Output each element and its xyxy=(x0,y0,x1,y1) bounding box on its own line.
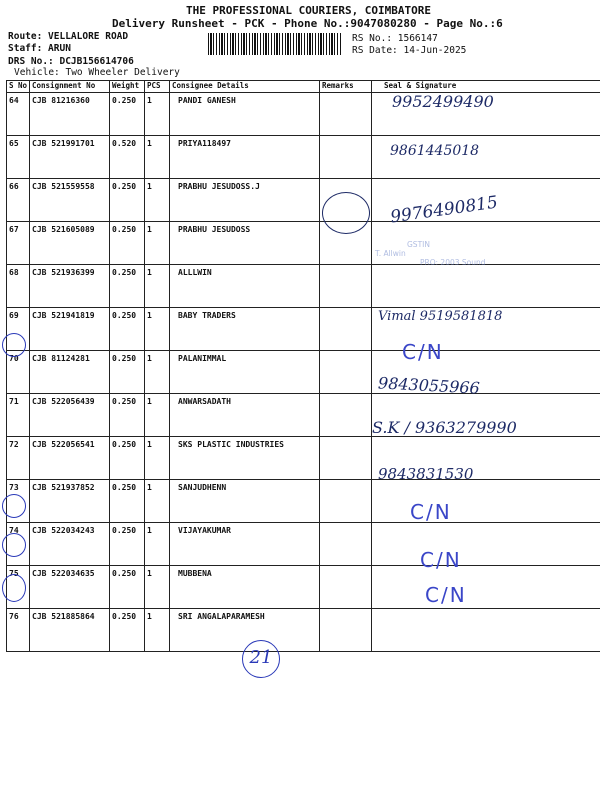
pcs-cell: 1 xyxy=(145,136,170,179)
sno-cell: 65 xyxy=(7,136,30,179)
consignee-cell: BABY TRADERS xyxy=(170,308,320,351)
barcode xyxy=(208,33,342,55)
consignee-cell: PRABHU JESUDOSS xyxy=(170,222,320,265)
consignment-cell: CJB 522034243 xyxy=(30,523,110,566)
sno-cell: 72 xyxy=(7,437,30,480)
rs-date: RS Date: 14-Jun-2025 xyxy=(352,45,467,56)
consignee-cell: VIJAYAKUMAR xyxy=(170,523,320,566)
signature-row-71: 9843055966 xyxy=(377,373,481,398)
col-pcs-header: PCS xyxy=(145,81,170,93)
pcs-cell: 1 xyxy=(145,308,170,351)
consignment-cell: CJB 522056541 xyxy=(30,437,110,480)
remarks-cell xyxy=(320,480,372,523)
table-row xyxy=(7,566,600,609)
consignment-cell: CJB 521885864 xyxy=(30,609,110,652)
table-row xyxy=(7,93,600,136)
col-consignment-header: Consignment No xyxy=(30,81,110,93)
circle-mark-76 xyxy=(2,574,26,602)
consignment-cell: CJB 521605089 xyxy=(30,222,110,265)
consignee-cell: ALLLWIN xyxy=(170,265,320,308)
circle-mark-74 xyxy=(2,494,26,518)
stamp-line-3: PRO: 2003 Sound xyxy=(420,258,486,267)
table-row xyxy=(7,136,600,179)
col-weight-header: Weight xyxy=(110,81,145,93)
col-signature-header: Seal & Signature xyxy=(372,81,600,93)
consignee-cell: ANWARSADATH xyxy=(170,394,320,437)
consignment-cell: CJB 521559558 xyxy=(30,179,110,222)
company-title: THE PROFESSIONAL COURIERS, COIMBATORE xyxy=(186,4,432,17)
remarks-cell xyxy=(320,523,372,566)
weight-cell: 0.250 xyxy=(110,308,145,351)
rs-number: RS No.: 1566147 xyxy=(352,33,438,44)
pcs-cell: 1 xyxy=(145,179,170,222)
pcs-cell: 1 xyxy=(145,93,170,136)
weight-cell: 0.250 xyxy=(110,351,145,394)
weight-cell: 0.250 xyxy=(110,480,145,523)
weight-cell: 0.250 xyxy=(110,437,145,480)
staff-label: Staff: ARUN xyxy=(8,43,71,54)
consignee-cell: SKS PLASTIC INDUSTRIES xyxy=(170,437,320,480)
consignee-cell: MUBBENA xyxy=(170,566,320,609)
table-row xyxy=(7,437,600,480)
col-remarks-header: Remarks xyxy=(320,81,372,93)
vehicle-label: Vehicle: Two Wheeler Delivery xyxy=(14,67,180,78)
company-stamp xyxy=(375,240,545,300)
consignment-cell: CJB 522034635 xyxy=(30,566,110,609)
sno-cell: 68 xyxy=(7,265,30,308)
consignee-cell: PANDI GANESH xyxy=(170,93,320,136)
consignment-cell: CJB 81216360 xyxy=(30,93,110,136)
remarks-cell xyxy=(320,136,372,179)
runsheet-table xyxy=(6,80,600,652)
consignee-cell: PALANIMMAL xyxy=(170,351,320,394)
weight-cell: 0.250 xyxy=(110,523,145,566)
consignment-cell: CJB 81124281 xyxy=(30,351,110,394)
signature-row-76: C/N xyxy=(425,583,467,607)
remarks-cell xyxy=(320,609,372,652)
remarks-cell xyxy=(320,394,372,437)
table-row xyxy=(7,308,600,351)
weight-cell: 0.250 xyxy=(110,222,145,265)
consignment-cell: CJB 521936399 xyxy=(30,265,110,308)
stamp-line-2: T. Allwin xyxy=(375,249,406,258)
pcs-cell: 1 xyxy=(145,523,170,566)
weight-cell: 0.250 xyxy=(110,566,145,609)
consignment-cell: CJB 521937852 xyxy=(30,480,110,523)
sno-cell: 70 xyxy=(7,351,30,394)
signature-cell xyxy=(372,480,600,523)
signature-row-73: 9843831530 xyxy=(378,465,474,483)
sno-cell: 64 xyxy=(7,93,30,136)
signature-row-64: 9952499490 xyxy=(392,92,494,111)
weight-cell: 0.250 xyxy=(110,265,145,308)
weight-cell: 0.250 xyxy=(110,179,145,222)
stamp-line-1: GSTIN xyxy=(407,240,430,249)
consignee-cell: PRIYA118497 xyxy=(170,136,320,179)
signature-row-74: C/N xyxy=(410,500,452,524)
consignee-cell: SRI ANGALAPARAMESH xyxy=(170,609,320,652)
sno-cell: 67 xyxy=(7,222,30,265)
sno-cell: 75 xyxy=(7,566,30,609)
table-row xyxy=(7,523,600,566)
consignment-cell: CJB 521941819 xyxy=(30,308,110,351)
signature-row-66: 9976490815 xyxy=(389,192,500,228)
consignee-cell: PRABHU JESUDOSS.J xyxy=(170,179,320,222)
signature-cell xyxy=(372,609,600,652)
signature-row-69: Vimal 9519581818 xyxy=(378,309,503,324)
weight-cell: 0.250 xyxy=(110,609,145,652)
pcs-cell: 1 xyxy=(145,437,170,480)
signature-row-65: 9861445018 xyxy=(390,143,480,159)
table-row xyxy=(7,351,600,394)
col-sno-header: S No xyxy=(7,81,30,93)
signature-row-75: C/N xyxy=(420,548,462,572)
consignment-cell: CJB 522056439 xyxy=(30,394,110,437)
remarks-cell xyxy=(320,566,372,609)
pcs-cell: 1 xyxy=(145,566,170,609)
weight-cell: 0.250 xyxy=(110,394,145,437)
weight-cell: 0.250 xyxy=(110,93,145,136)
circle-mark-70 xyxy=(2,333,26,357)
table-row xyxy=(7,480,600,523)
circle-mark-75 xyxy=(2,533,26,557)
remarks-cell xyxy=(320,308,372,351)
sno-cell: 74 xyxy=(7,523,30,566)
consignee-cell: SANJUDHENN xyxy=(170,480,320,523)
pcs-cell: 1 xyxy=(145,609,170,652)
signature-row-70: C/N xyxy=(402,340,444,364)
signature-row-72: S.K / 9363279990 xyxy=(372,418,517,437)
remarks-cell xyxy=(320,265,372,308)
sno-cell: 66 xyxy=(7,179,30,222)
runsheet-subtitle: Delivery Runsheet - PCK - Phone No.:9047080280 - Page No.:6 xyxy=(112,17,503,30)
weight-cell: 0.520 xyxy=(110,136,145,179)
sno-cell: 76 xyxy=(7,609,30,652)
sno-cell: 69 xyxy=(7,308,30,351)
footer-count: 21 xyxy=(249,647,273,668)
col-consignee-header: Consignee Details xyxy=(170,81,320,93)
bracket-mark xyxy=(322,192,370,234)
pcs-cell: 1 xyxy=(145,222,170,265)
pcs-cell: 1 xyxy=(145,265,170,308)
pcs-cell: 1 xyxy=(145,394,170,437)
pcs-cell: 1 xyxy=(145,480,170,523)
route-label: Route: VELLALORE ROAD xyxy=(8,31,129,42)
sno-cell: 71 xyxy=(7,394,30,437)
remarks-cell xyxy=(320,437,372,480)
table-header-row xyxy=(7,81,600,93)
remarks-cell xyxy=(320,93,372,136)
drs-number: DRS No.: DCJB156614706 xyxy=(8,56,134,67)
sno-cell: 73 xyxy=(7,480,30,523)
remarks-cell xyxy=(320,351,372,394)
pcs-cell: 1 xyxy=(145,351,170,394)
consignment-cell: CJB 521991701 xyxy=(30,136,110,179)
signature-cell xyxy=(372,523,600,566)
signature-cell xyxy=(372,566,600,609)
table-row xyxy=(7,609,600,652)
table-row xyxy=(7,179,600,222)
footer-circle xyxy=(242,640,280,678)
